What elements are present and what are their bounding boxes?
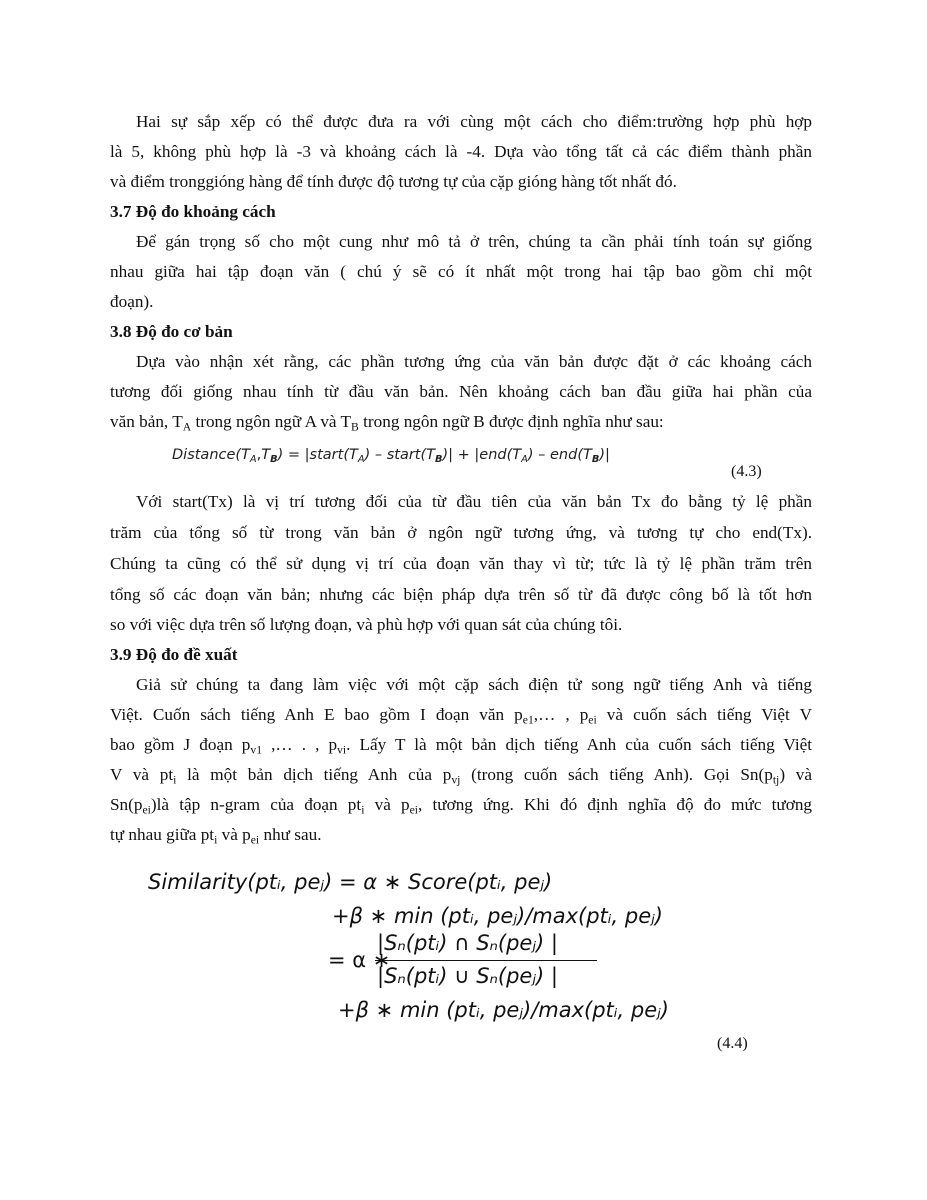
similarity-fraction-numerator: |Sₙ(ptᵢ) ∩ Sₙ(peⱼ) | [377,931,558,955]
paragraph-line: đoạn). [110,292,154,311]
paragraph-line: tự nhau giữa $pt_i$ và $p_{ei}$ như sau. [110,825,322,847]
paragraph-line: Giả sử chúng ta đang làm việc với một cặp sách điện tử song ngữ tiếng Anh và tiếng [136,675,812,694]
paragraph-line: Chúng ta cũng có thể sử dụng vị trí của đoạn văn thay vì từ; tức là tỷ lệ phần trăm trên [110,554,812,573]
similarity-formula-line-3-prefix: = α ∗ [328,948,391,972]
section-heading-3-8: 3.8 Độ đo cơ bản [110,322,233,341]
paragraph-line: so với việc dựa trên số lượng đoạn, và phù hợp với quan sát của chúng tôi. [110,615,623,634]
paragraph-line: Hai sự sắp xếp có thể được đưa ra với cùng một cách cho điểm:trường hợp phù hợp [136,112,812,131]
paragraph-line: V và $pt_i$ là một bản dịch tiếng Anh của $p_{vj}$ (trong cuốn sách tiếng Anh). Gọi $Sn(p_{tj})$ và [110,765,812,787]
similarity-formula-line-4: +β ∗ min (ptᵢ, peⱼ)/max(ptᵢ, peⱼ) [338,998,669,1022]
paragraph-line: tổng số các đoạn văn bản; nhưng các biện pháp dựa trên số từ đã được công bố là tốt hơn [110,585,812,604]
equation-number-4-3: (4.3) [731,463,762,480]
paragraph-line: Với start(Tx) là vị trí tương đối của từ đầu tiên của văn bản Tx đo bằng tỷ lệ phần [136,492,812,511]
similarity-formula-line-2: +β ∗ min (ptᵢ, peⱼ)/max(ptᵢ, peⱼ) [332,904,663,928]
paragraph-line: là 5, không phù hợp là -3 và khoảng cách là -4. Dựa vào tổng tất cả các điểm thành phần [110,142,812,161]
equation-number-4-4: (4.4) [717,1035,748,1052]
section-heading-3-7: 3.7 Độ đo khoảng cách [110,202,276,221]
distance-formula: $Distance(T_A,T_B)$ = $|start(T_A)$ – $start(T_B)| + |end(T_A) - end(T_B)|$ [172,447,610,465]
paragraph-line: bao gồm J đoạn $p_{v1}$ ,… . , $p_{vi}$. Lấy T là một bản dịch tiếng Anh của cuốn sách tiếng Việt [110,735,812,757]
similarity-fraction-denominator: |Sₙ(ptᵢ) ∪ Sₙ(peⱼ) | [377,964,558,988]
section-heading-3-9: 3.9 Độ đo đề xuất [110,645,238,664]
paragraph-line: $Sn(p_{ei})là$ tập n-gram của đoạn $pt_i$ và $p_{ei}$, tương ứng. Khi đó định nghĩa độ đo mức tương [110,795,813,817]
paragraph-line: Dựa vào nhận xét rằng, các phần tương ứng của văn bản được đặt ở các khoảng cách [136,352,812,371]
paragraph-line: và điểm tronggióng hàng để tính được độ tương tự của cặp gióng hàng tốt nhất đó. [110,172,677,191]
paragraph-line: Để gán trọng số cho một cung như mô tả ở trên, chúng ta cần phải tính toán sự giống [136,232,812,251]
paragraph-line: văn bản, $T_A$ trong ngôn ngữ A và $T_B$ trong ngôn ngữ B được định nghĩa như sau: [110,412,664,434]
similarity-formula-line-1: Similarity(ptᵢ, peⱼ) = α ∗ Score(ptᵢ, peⱼ) [148,870,553,894]
paragraph-line: trăm của tổng số từ trong văn bản ở ngôn ngữ tương ứng, và tương tự cho end(Tx). [110,523,812,542]
fraction-bar [375,960,597,961]
paragraph-line: nhau giữa hai tập đoạn văn ( chú ý sẽ có ít nhất một trong hai tập bao gồm chỉ một [110,262,812,281]
paragraph-line: Việt. Cuốn sách tiếng Anh E bao gồm I đoạn văn $p_{e1},\dots$ , $p_{ei}$ và cuốn sách tiếng Việt V [110,705,812,727]
paragraph-line: tương đối giống nhau tính từ đầu văn bản. Nên khoảng cách ban đầu giữa hai phần của [110,382,812,401]
